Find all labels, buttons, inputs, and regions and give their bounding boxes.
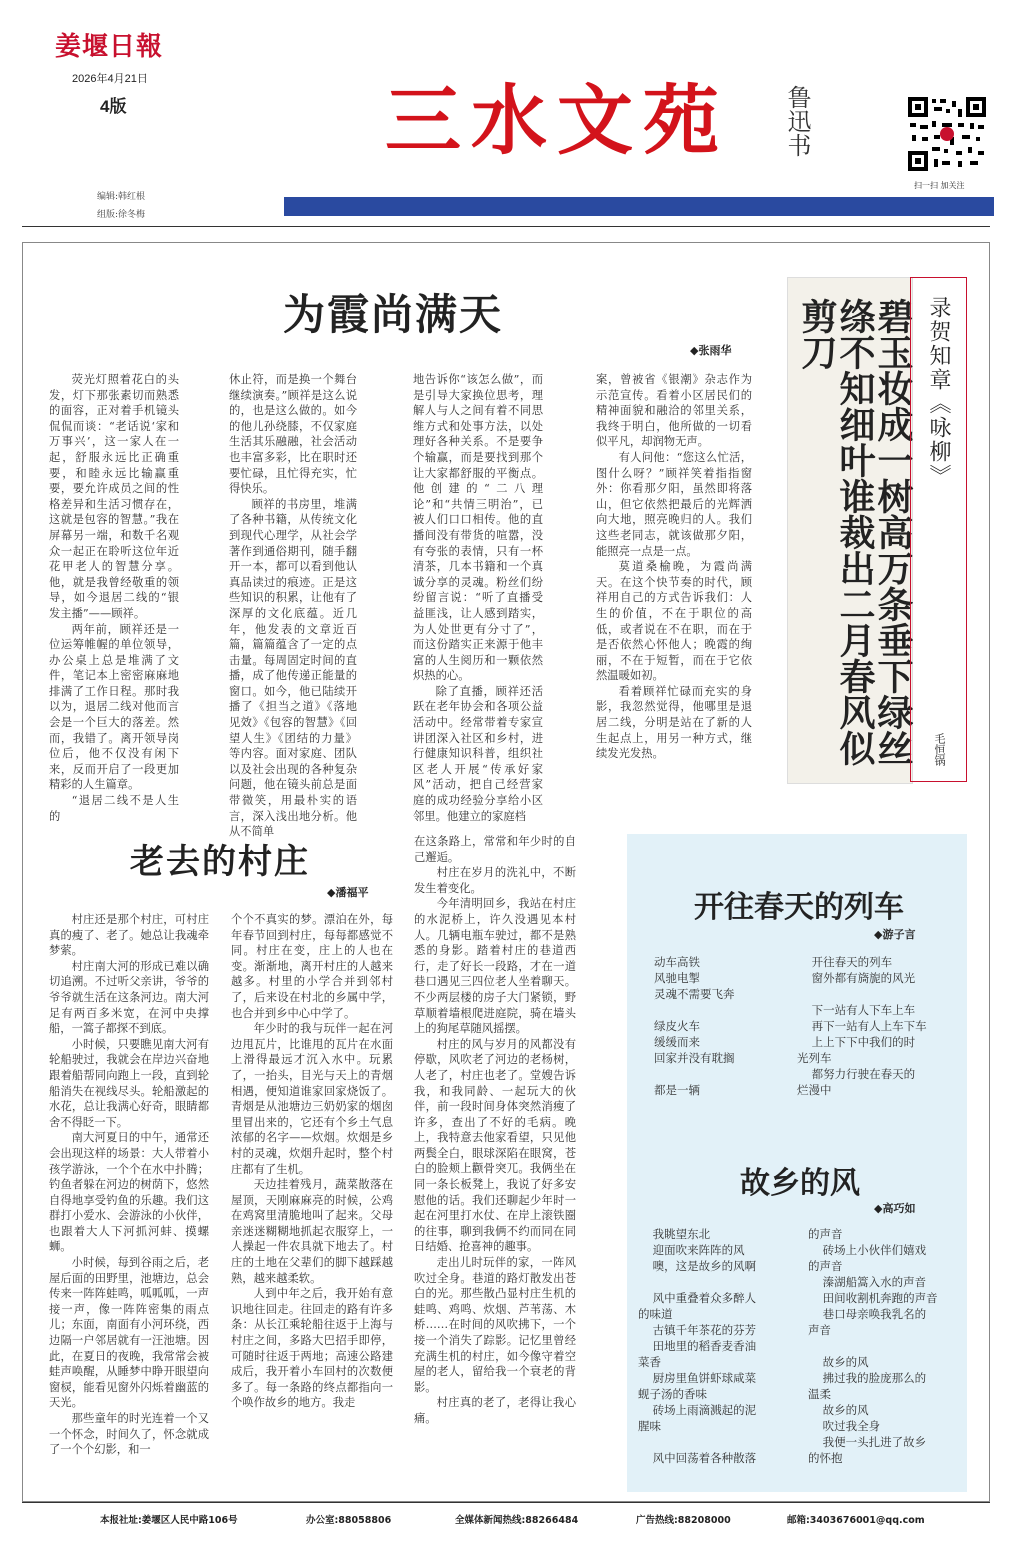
paragraph: 南大河夏日的中午，通常还会出现这样的场景：大人带着小孩学游泳，一个个在水中扑腾；钓鱼者躲在河边的树荫下，悠然自得地享受钓鱼的乐趣。我们这群打小爱水、会游泳的小伙伴，也跟着大人下河抓河蚌、摸螺蛳。 [49, 1131, 209, 1254]
calligraphy-author: 毛恒锅 [933, 733, 946, 766]
paragraph: 那些童年的时光连着一个又一个怀念，时间久了，怀念就成了一个个幻影，和一 [49, 1412, 209, 1457]
paragraph: 个个不真实的梦。漂泊在外，每年春节回到村庄，每每都感觉不同。村庄在变，庄上的人也在变。渐渐地，离开村庄的人越来越多。村里的小学合并到邻村了，后来设在村北的乡属中学，也合并到乡中心中学了。 [231, 913, 393, 1020]
footer-divider [22, 1502, 990, 1503]
section-title: 三水文苑 [385, 76, 729, 165]
article-column [413, 372, 543, 824]
editor-name: 编辑:韩红根 [97, 192, 146, 202]
paragraph: 地告诉你“该怎么做”，而是引导大家换位思考，理解人与人之间有着不同思维方式和处事方法，以处理好各种关系。不是要争个输赢，而是要找到那个让大家都舒服的平衡点。他创建的“二八理论”和“共情三明治”，已被人们口口相传。他的直播间没有带货的喧嚣，没有夸张的表情，只有一杯清茶，几本书籍和一个真诚分享的灵魂。粉丝们纷纷留言说：“听了直播受益匪浅，让人感到踏实，为人处世更有分寸了”，而这份踏实正来源于他丰富的人生阅历和一颗依然炽热的心。 [413, 373, 543, 683]
footer-email[interactable]: 邮箱:3403676001@qq.com [787, 1515, 925, 1526]
paragraph: “退居二线不是人生的 [49, 794, 179, 823]
page-number: 4版 [100, 97, 127, 116]
article-author: ◆潘福平 [327, 886, 369, 899]
footer-office: 办公室:88058806 [306, 1515, 392, 1526]
poem-author: ◆游子言 [874, 928, 916, 941]
footer-hotline: 全媒体新闻热线:88266484 [455, 1515, 579, 1526]
calligraphy-title: 录贺知章《咏柳》 [926, 296, 951, 488]
qr-code-icon[interactable] [906, 95, 988, 173]
poem-author: ◆高巧如 [874, 1202, 916, 1215]
paragraph: 顾祥的书房里，堆满了各种书籍，从传统文化到现代心理学，从社会学著作到通俗期刊，随手翻开一本，都可以看到他认真品读过的痕迹。正是这些知识的积累，让他有了深厚的文化底蕴。近几年，他发表的文章近百篇，篇篇蕴含了一定的点击量。每周固定时间的直播，成了他传递正能量的窗口。如今，他已陆续开播了《担当之道》《落地见效》《包容的智慧》《回望人生》《团结的力量》等内容。面对家庭、团队以及社会出现的各种复杂问题，他在镜头前总是面带微笑，用最朴实的语言，深入浅出地分析。他从不简单 [229, 497, 357, 839]
article-column [596, 372, 752, 762]
header-divider [22, 226, 990, 227]
calligraphy-signature: 鲁迅书 [783, 85, 811, 157]
editor-credits [97, 188, 145, 224]
footer-ads: 广告热线:88208000 [636, 1515, 731, 1526]
article-column [414, 834, 576, 1427]
paragraph: 看着顾祥忙碌而充实的身影，我忽然觉得，他哪里是退居二线，分明是站在了新的人生起点上，用另一种方式，继续发光发热。 [596, 684, 752, 761]
paragraph: 村庄还是那个村庄，可村庄真的瘦了、老了。她总让我魂牵梦萦。 [49, 913, 209, 958]
poem-title: 故乡的风 [740, 1166, 860, 1201]
paragraph: 除了直播，顾祥还活跃在老年协会和各项公益活动中。经常带着专家宣讲团深入社区和乡村，进行健康知识科普，组织社区老人开展“传承好家风”活动，把自己经营家庭的成功经验分享给小区邻里。他建立的家庭档 [413, 684, 543, 823]
calligraphy-caption [910, 277, 967, 782]
paragraph: 两年前，顾祥还是一位运筹帷幄的单位领导，办公桌上总是堆满了文件，笔记本上密密麻麻地排满了工作日程。那时我以为，退居二线对他而言会是一个巨大的落差。然而，我错了。离开领导岗位后，他不仅没有闲下来，反而开启了一段更加精彩的人生篇章。 [49, 622, 179, 792]
paragraph: 走出儿时玩伴的家，一阵风吹过全身。巷道的路灯散发出苍白的光。那些散凸显村庄生机的蛙鸣、鸡鸣、炊烟、芦苇荡、木桥……在时间的风吹拂下，一个接一个消失了踪影。记忆里曾经充满生机的村庄，如今像守着空屋的老人，留给我一个衰老的背影。 [414, 1256, 576, 1394]
paragraph: 荧光灯照着花白的头发，灯下那张素切而熟悉的面容，正对着手机镜头侃侃而谈：“老话说‘家和万事兴’，这一家人在一起，舒服永远比正确重要，和睦永远比输赢重要，要允许成员之间的性格差异和生活习惯存在，这就是包容的智慧。”我在屏幕另一端，和数千名观众一起正在聆听这位年近花甲老人的智慧分享。他，就是我曾经敬重的领导，如今退居二线的“银发主播”——顾祥。 [49, 373, 179, 620]
paragraph: 莫道桑榆晚，为霞尚满天。在这个快节奏的时代，顾祥用自己的方式告诉我们：人生的价值，不在于职位的高低，或者说在不在职，而在于是否依然心怀他人；晚霞的绚丽，不在于短暂，而在于它依然温暖如初。 [596, 560, 752, 683]
paragraph: 村庄在岁月的洗礼中，不断发生着变化。 [414, 866, 576, 895]
layout-name: 组版:徐冬梅 [97, 210, 146, 220]
article-column [231, 912, 393, 1411]
poem-title: 开往春天的列车 [694, 890, 904, 925]
paragraph: 小时候，只要瞧见南大河有轮船驶过，我就会在岸边兴奋地跟着船帮同向跑上一段，直到轮船消失在视线尽头。轮船激起的水花，总让我满心好奇，眼睛都舍不得眨一下。 [49, 1037, 209, 1129]
poem-stanza-left: 动车高铁 风驰电掣 灵魂不需要飞奔 绿皮火车 缓缓而来 回家并没有耽搁 都是一辆 [654, 955, 735, 1097]
paragraph: 天边挂着残月，蔬菜散落在屋顶，天刚麻麻亮的时候，公鸡在鸡窝里清脆地叫了起来。父母亲迷迷糊糊地抓起衣服穿上，一人操起一件农具就下地去了。村庄的土地在父辈们的脚下越踩越熟，越来越柔软。 [231, 1178, 393, 1285]
article-column [49, 372, 179, 824]
calligraphy-text: 碧玉妆成一树高万条垂下绿丝绦不知细叶谁裁出二月春风似剪刀 [796, 298, 914, 766]
paragraph: 休止符，而是换一个舞台继续演奏。”顾祥是这么说的，也是这么做的。如今的他儿孙绕膝，不仅家庭生活其乐融融，社会活动也丰富多彩，比在职时还要忙碌，且忙得充实，忙得快乐。 [229, 373, 357, 496]
issue-date: 2026年4月21日 [72, 73, 148, 85]
paragraph: 年少时的我与玩伴一起在河边甩瓦片，比谁甩的瓦片在水面上滑得最远才沉入水中。玩累了，一抬头，目光与天上的青烟相遇，便知道谁家回家烧饭了。青烟是从池塘边三奶奶家的烟囱里冒出来的，它还有个乡土气息浓郁的名字——炊烟。炊烟是乡村的灵魂，炊烟升起时，整个村庄都有了生机。 [231, 1022, 393, 1176]
article-column [49, 912, 209, 1458]
footer-address: 本报社址:姜堰区人民中路106号 [100, 1515, 238, 1526]
paragraph: 小时候，每到谷雨之后，老屋后面的田野里，池塘边，总会传来一阵阵蛙鸣，呱呱呱，一声接一声，像一阵阵密集的雨点儿；东面，南面有小河环绕，西边隔一户邻居就有一汪池塘。因此，在夏日的夜晚，我常常会被蛙声唤醒，从睡梦中睁开眼望向窗棂，能看见窗外闪烁着幽蓝的天光。 [49, 1256, 209, 1410]
header-bar [284, 197, 994, 216]
paragraph: 人到中年之后，我开始有意识地往回走。往回走的路有许多条：从长江乘轮船往返于上海与村庄之间，多路大巴招手即停，可随时往返于两地；高速公路建成后，我开着小车回村的次数便多了。每一条路的终点都指向一个唤作故乡的地方。我走 [231, 1287, 393, 1410]
paragraph: 有人问他：“您这么忙活，图什么呀？”顾祥笑着指指窗外：你看那夕阳，虽然即将落山，但它依然把最后的光辉洒向大地，照亮晚归的人。我们这些老同志，就该做那夕阳，能照亮一点是一点。 [596, 450, 752, 558]
calligraphy-artwork [787, 277, 913, 784]
article-title: 老去的村庄 [130, 842, 310, 882]
paragraph: 在这条路上，常常和年少时的自己邂逅。 [414, 835, 576, 864]
paragraph: 村庄真的老了，老得让我心痛。 [414, 1396, 576, 1425]
poem-stanza-right: 的声音 砖场上小伙伴们嬉戏 的声音 溱湖船篙入水的声音 田间收割机奔跑的声音 巷口母亲唤我乳名的 声音 故乡的风 拂过我的脸庞那么的 温柔 故乡的风 吹过我全身 我便一头扎进了故乡 的怀抱 [808, 1227, 938, 1465]
article-author: ◆张雨华 [690, 344, 732, 357]
paragraph: 村庄南大河的形成已难以确切追溯。不过听父亲讲，爷爷的爷爷就生活在这条河边。南大河足有两百多米宽，在河中央撑船，一篙子都探不到底。 [49, 959, 209, 1036]
article-column [229, 372, 357, 840]
poem-stanza-right: 开往春天的列车 窗外都有旖旎的风光 下一站有人下车上车 再下一站有人上车下车 上上下下中我们的时 光列车 都努力行驶在春天的 烂漫中 [797, 955, 927, 1097]
paper-name: 姜堰日報 [55, 32, 164, 62]
paragraph: 今年清明回乡，我站在村庄的水泥桥上，许久没遇见本村人。几辆电瓶车驶过，都不是熟悉的身影。踏着村庄的巷道西行，走了好长一段路，才在一道巷口遇见三四位老人坐着聊天。不少两层楼的房子大门紧锁，野草顺着墙根爬进庭院，骑在墙头上的狗尾草随风摇摆。 [414, 897, 576, 1036]
poem-stanza-left: 我眺望东北 迎面吹来阵阵的风 噢，这是故乡的风啊 风中重叠着众多醉人 的味道 古镇千年茶花的芬芳 田地里的稻香麦香油 菜香 厨房里鱼饼虾球咸菜 蚬子汤的香味 砖场上雨滴溅起的泥 腥味 风中回荡着各种散落 [638, 1227, 757, 1465]
paragraph: 村庄的风与岁月的风都没有停歇，风吹老了河边的老杨树，人老了，村庄也老了。堂嫂告诉我，和我同龄、一起玩大的伙伴，前一段时间身体突然消瘦了许多，查出了不好的毛病。晚上，我特意去他家看望，只见他两鬓全白，眼球深陷在眼窝，苍白的脸颊上颧骨突兀。我俩坐在同一条长板凳上，我说了好多安慰他的话。我们还聊起少年时一起在河里打水仗、在岸上滚铁圈的往事，聊到我俩不约而同在同日结婚、抢喜神的趣事。 [414, 1037, 576, 1254]
paragraph: 案，曾被省《银潮》杂志作为示范宣传。看着小区居民们的精神面貌和融洽的邻里关系，我终于明白，他所做的一切看似平凡，却润物无声。 [596, 373, 752, 449]
article-title: 为霞尚满天 [283, 290, 504, 339]
qr-caption: 扫一扫 加关注 [914, 181, 965, 190]
